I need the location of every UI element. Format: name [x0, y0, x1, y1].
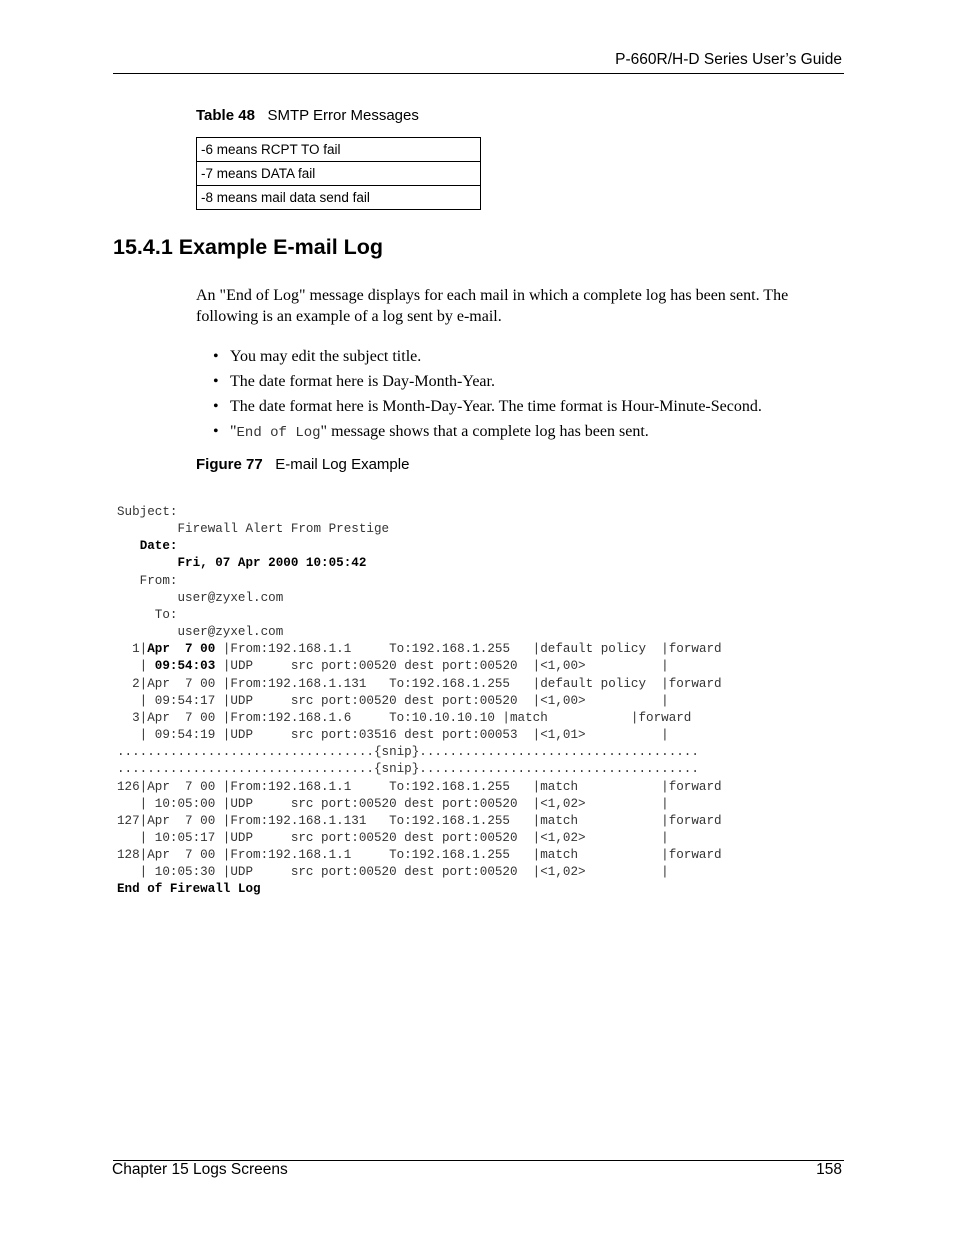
log-end-line: End of Firewall Log: [117, 882, 261, 897]
log-line: | 10:05:00 |UDP src port:00520 dest port:00520 |<1,02> |: [117, 796, 669, 811]
table-label: Table 48: [196, 107, 255, 124]
bullet-glyph: •: [213, 423, 219, 440]
intro-paragraph: An "End of Log" message displays for each mail in which a complete log has been sent. The following is an example of a log sent by e-mail.: [196, 287, 789, 325]
log-line: |UDP src port:00520 dest port:00520 |<1,00> |: [215, 659, 669, 674]
log-snip-line: ..................................{snip}.....................................: [117, 745, 699, 760]
bullet-text: The date format here is Month-Day-Year. The time format is Hour-Minute-Second.: [230, 398, 762, 415]
log-line: | 10:05:17 |UDP src port:00520 dest port:00520 |<1,02> |: [117, 830, 669, 845]
footer-page-number: 158: [816, 1161, 842, 1178]
figure-label: Figure 77: [196, 456, 263, 473]
log-line: | 10:05:30 |UDP src port:00520 dest port:00520 |<1,02> |: [117, 865, 669, 880]
log-line-bold: Fri, 07 Apr 2000 10:05:42: [117, 556, 367, 571]
bullet-text: The date format here is Day-Month-Year.: [230, 373, 495, 390]
list-item: [213, 421, 762, 446]
log-line: 1|: [117, 642, 148, 657]
log-line: |From:192.168.1.1 To:192.168.1.255 |default policy |forward: [215, 642, 722, 657]
table-caption: [196, 107, 419, 124]
table-cell: -6 means RCPT TO fail: [197, 138, 481, 162]
log-date-bold: Apr 7 00: [147, 642, 216, 657]
log-line: | 09:54:19 |UDP src port:03516 dest port:00053 |<1,01> |: [117, 728, 669, 743]
log-line: 126|Apr 7 00 |From:192.168.1.1 To:192.168.1.255 |match |forward: [117, 779, 722, 794]
inline-code: End of Log: [236, 425, 321, 441]
log-line: 2|Apr 7 00 |From:192.168.1.131 To:192.168.1.255 |default policy |forward: [117, 676, 722, 691]
bullet-list: [213, 346, 762, 446]
table-title: SMTP Error Messages: [267, 107, 419, 124]
log-line: user@zyxel.com: [117, 590, 284, 605]
log-time-bold: 09:54:03: [154, 659, 216, 674]
table-row: [197, 138, 481, 162]
list-item: [213, 396, 762, 421]
email-log-example: [117, 504, 722, 899]
figure-title: E-mail Log Example: [275, 456, 410, 473]
bullet-text-prefix: ": [230, 423, 237, 440]
footer-chapter: Chapter 15 Logs Screens: [112, 1161, 288, 1178]
bullet-text-suffix: " message shows that a complete log has been sent.: [320, 423, 649, 440]
log-line: 3|Apr 7 00 |From:192.168.1.6 To:10.10.10.10 |match |forward: [117, 710, 692, 725]
log-line: |: [117, 659, 155, 674]
log-line: 127|Apr 7 00 |From:192.168.1.131 To:192.168.1.255 |match |forward: [117, 813, 722, 828]
log-line: From:: [117, 573, 178, 588]
running-header-title: P-660R/H-D Series User’s Guide: [615, 51, 842, 68]
header-rule: [113, 73, 844, 74]
log-line-indent: [117, 539, 140, 553]
smtp-error-table: [196, 137, 481, 210]
log-line: user@zyxel.com: [117, 625, 284, 640]
list-item: [213, 371, 762, 396]
bullet-text: You may edit the subject title.: [230, 348, 422, 365]
bullet-glyph: •: [213, 373, 219, 390]
bullet-glyph: •: [213, 398, 219, 415]
log-line: 128|Apr 7 00 |From:192.168.1.1 To:192.168.1.255 |match |forward: [117, 848, 722, 863]
table-cell: -7 means DATA fail: [197, 162, 481, 186]
table-row: [197, 186, 481, 210]
log-line: Subject:: [117, 505, 178, 519]
bullet-glyph: •: [213, 348, 219, 365]
figure-caption: [196, 456, 409, 473]
section-heading: 15.4.1 Example E-mail Log: [113, 235, 384, 259]
list-item: [213, 346, 762, 371]
log-line: | 09:54:17 |UDP src port:00520 dest port:00520 |<1,00> |: [117, 693, 669, 708]
table-cell: -8 means mail data send fail: [197, 186, 481, 210]
log-line-bold: Date:: [139, 539, 178, 554]
table-row: [197, 162, 481, 186]
log-line: Firewall Alert From Prestige: [117, 522, 390, 537]
log-line: To:: [117, 607, 178, 622]
log-snip-line: ..................................{snip}.....................................: [117, 762, 699, 777]
